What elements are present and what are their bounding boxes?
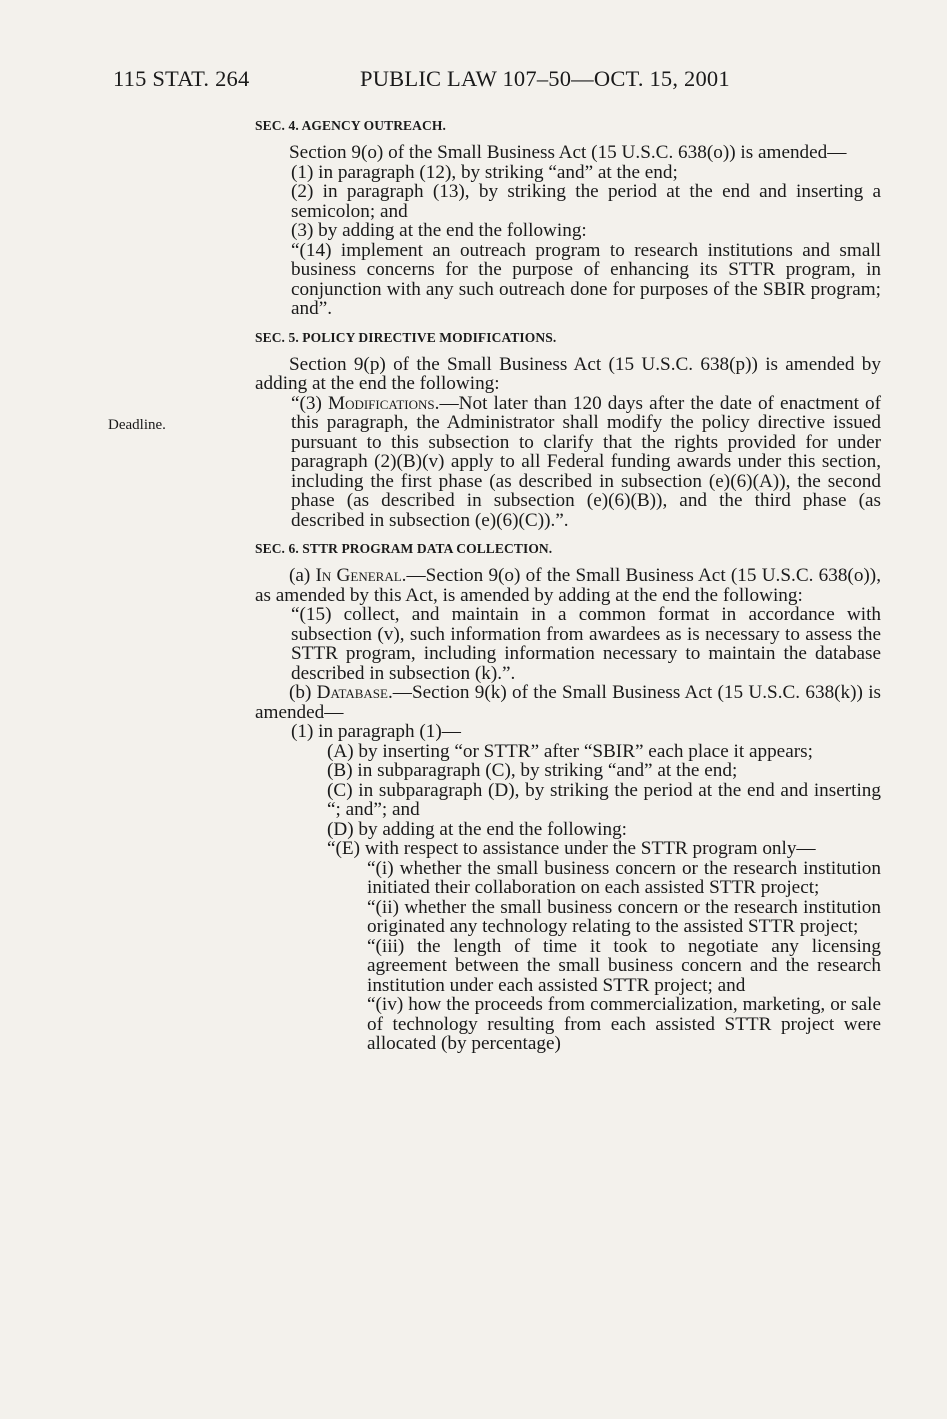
- section-4-item-1: (1) in paragraph (12), by striking “and” at the end;: [291, 161, 678, 183]
- section-6-b-clause-iv: “(iv) how the proceeds from commercialization, marketing, or sale of technology resulting from each assisted STTR project were allocated (by percentage): [367, 994, 881, 1054]
- section-6-b-clause-i: “(i) whether the small business concern or the research institution initiated their collaboration on each assisted STTR project;: [367, 857, 881, 898]
- section-6-b-sub-d: (D) by adding at the end the following:: [327, 818, 628, 840]
- section-5-intro: Section 9(p) of the Small Business Act (15 U.S.C. 638(p)) is amended by adding at the end the following:: [255, 353, 881, 394]
- section-6-b-clause-ii: “(ii) whether the small business concern or the research institution originated any technology relating to the assisted STTR project;: [367, 896, 881, 937]
- in-general-caption: In General.: [315, 565, 407, 586]
- section-6-b-sub-b: (B) in subparagraph (C), by striking “and” at the end;: [327, 760, 738, 781]
- section-6-subsection-b: (b) Database.—Section 9(k) of the Small Business Act (15 U.S.C. 638(k)) is amended—: [255, 682, 881, 723]
- section-4-item-14: “(14) implement an outreach program to research institutions and small business concerns for the purpose of enhancing its STTR program, in conjunction with any such outreach done for purposes of the SBIR program; and”.: [291, 239, 881, 319]
- section-4-intro: Section 9(o) of the Small Business Act (15 U.S.C. 638(o)) is amended—: [289, 142, 847, 163]
- section-6-b-sub-e: “(E) with respect to assistance under the STTR program only—: [327, 838, 816, 859]
- document-body: [255, 118, 881, 1054]
- margin-note-deadline: Deadline.: [108, 417, 166, 433]
- section-6-b-paragraph-1: (1) in paragraph (1)—: [291, 721, 461, 742]
- section-5-heading: SEC. 5. POLICY DIRECTIVE MODIFICATIONS.: [255, 329, 557, 345]
- database-caption: Database.: [316, 682, 393, 703]
- section-6-subsection-a: (a) In General.—Section 9(o) of the Small Business Act (15 U.S.C. 638(o)), as amended by this Act, is amended by adding at the end the following:: [255, 565, 881, 606]
- statute-citation: 115 STAT. 264: [113, 66, 250, 91]
- modifications-caption: Modifications.: [328, 392, 440, 414]
- section-6-item-15: “(15) collect, and maintain in a common format in accordance with subsection (v), such information from awardees as is necessary to assess the STTR program, including information necessary to maintain the database described in subsection (k).”.: [291, 604, 881, 684]
- section-6-b-clause-iii: “(iii) the length of time it took to negotiate any licensing agreement between the small business concern and the research institution under each assisted STTR project; and: [367, 935, 881, 996]
- section-4-item-3: (3) by adding at the end the following:: [291, 220, 587, 241]
- section-5-paragraph-3: “(3) Modifications.—Not later than 120 days after the date of enactment of this paragraph, the Administrator shall modify the policy directive issued pursuant to this subsection to clarify that the rights provided for under paragraph (2)(B)(v) apply to all Federal funding awards under this section, including the first phase (as described in subsection (e)(6)(A)), the second phase (as described in subsection (e)(6)(B)), and the third phase (as described in subsection (e)(6)(C)).”.: [291, 392, 882, 531]
- section-4-item-2: (2) in paragraph (13), by striking the period at the end and inserting a semicolon; and: [291, 181, 881, 222]
- section-4-heading: SEC. 4. AGENCY OUTREACH.: [255, 118, 446, 133]
- section-6-heading: SEC. 6. STTR PROGRAM DATA COLLECTION.: [255, 541, 553, 556]
- public-law-title: PUBLIC LAW 107–50—OCT. 15, 2001: [360, 66, 730, 91]
- section-6-b-sub-a: (A) by inserting “or STTR” after “SBIR” each place it appears;: [327, 740, 813, 762]
- section-6-b-sub-c: (C) in subparagraph (D), by striking the period at the end and inserting “; and”; and: [327, 779, 881, 820]
